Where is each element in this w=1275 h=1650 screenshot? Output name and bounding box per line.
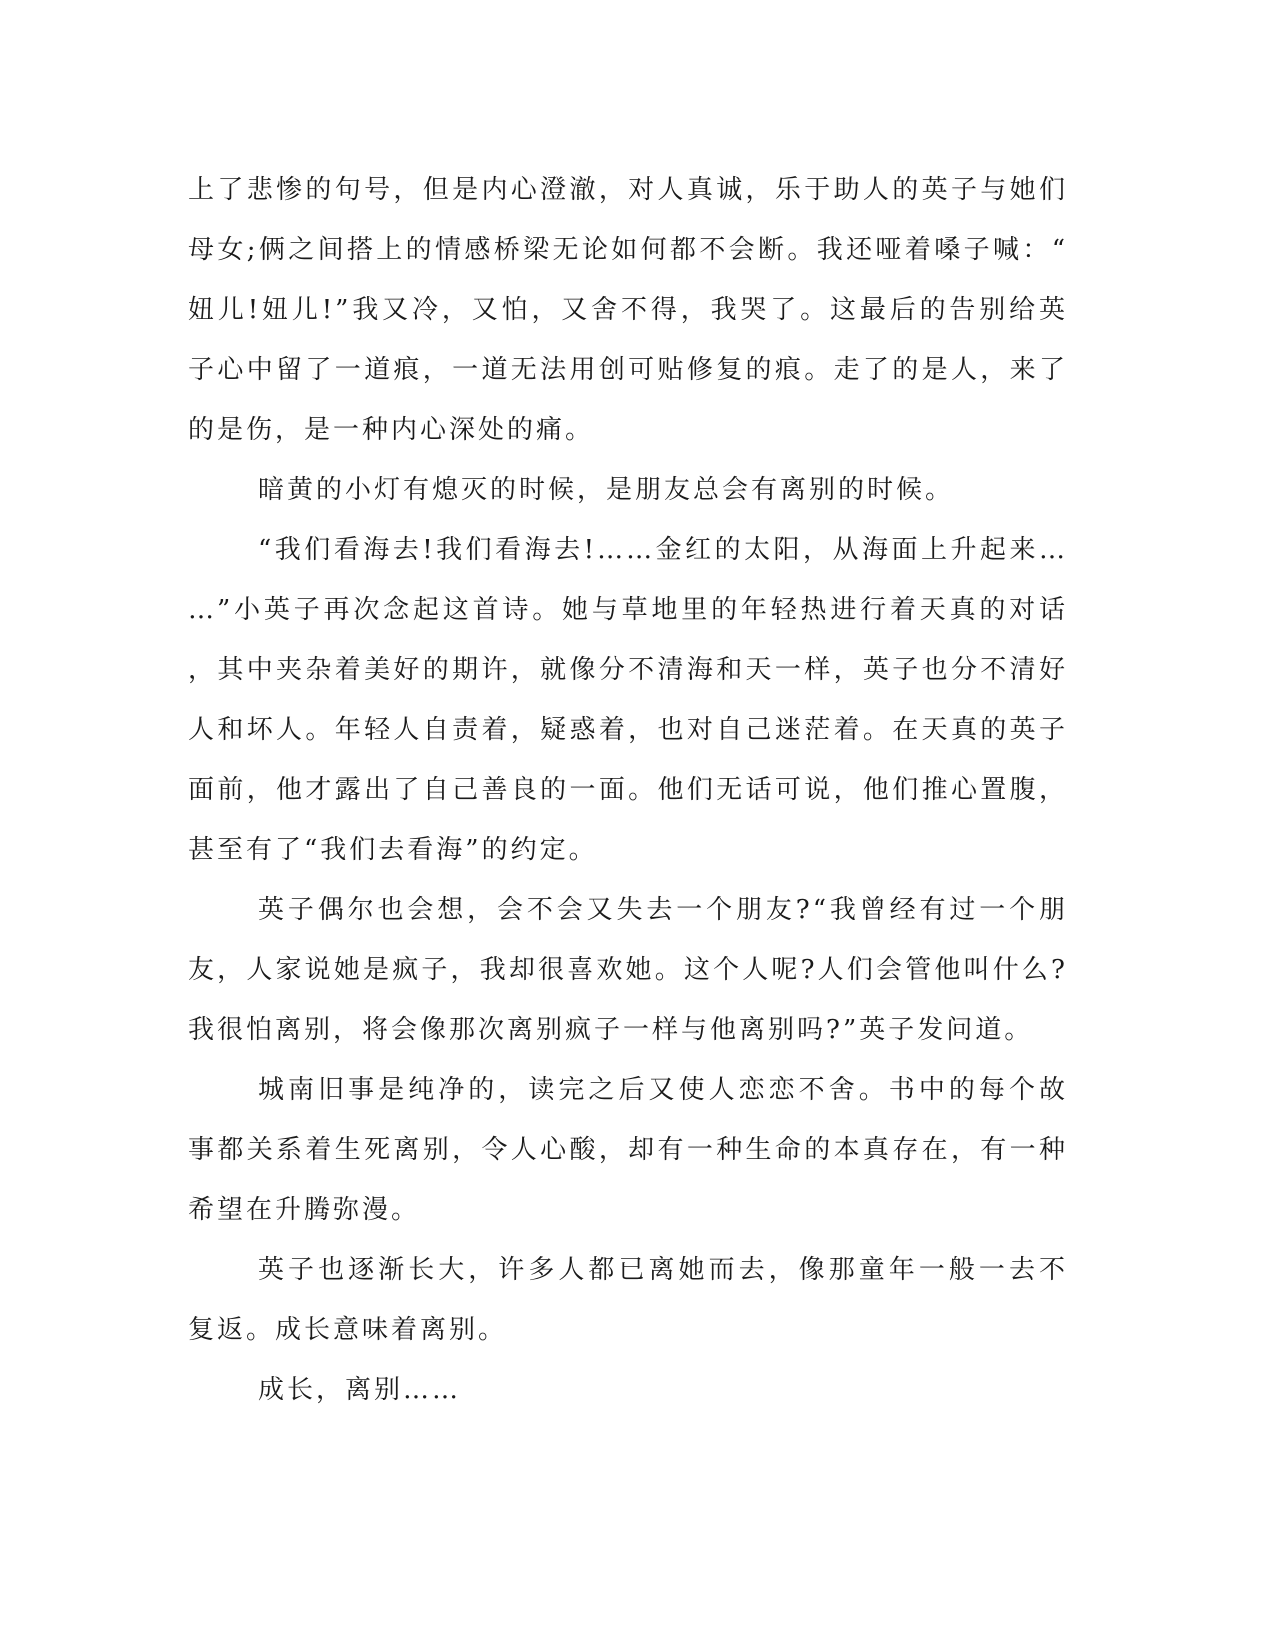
document-body — [188, 160, 1068, 1420]
paragraph-4: 英子偶尔也会想，会不会又失去一个朋友?“我曾经有过一个朋友，人家说她是疯子，我却很喜欢她。这个人呢?人们会管他叫什么?我很怕离别，将会像那次离别疯子一样与他离别吗?”英子发问道。 — [188, 895, 1068, 1045]
paragraph-1: 上了悲惨的句号，但是内心澄澈，对人真诚，乐于助人的英子与她们母女;俩之间搭上的情感桥梁无论如何都不会断。我还哑着嗓子喊：“妞儿!妞儿!”我又冷，又怕，又舍不得，我哭了。这最后的告别给英子心中留了一道痕，一道无法用创可贴修复的痕。走了的是人，来了的是伤，是一种内心深处的痛。 — [188, 175, 1068, 445]
paragraph-2: 暗黄的小灯有熄灭的时候，是朋友总会有离别的时候。 — [258, 475, 955, 505]
paragraph-7: 成长，离别…… — [258, 1375, 462, 1405]
paragraph-6: 英子也逐渐长大，许多人都已离她而去，像那童年一般一去不复返。成长意味着离别。 — [188, 1255, 1068, 1345]
paragraph-3: “我们看海去!我们看海去!……金红的太阳，从海面上升起来……”小英子再次念起这首诗。她与草地里的年轻热进行着天真的对话，其中夹杂着美好的期许，就像分不清海和天一样，英子也分不清好人和坏人。年轻人自责着，疑惑着，也对自己迷茫着。在天真的英子面前，他才露出了自己善良的一面。他们无话可说，他们推心置腹，甚至有了“我们去看海”的约定。 — [188, 535, 1068, 865]
paragraph-5: 城南旧事是纯净的，读完之后又使人恋恋不舍。书中的每个故事都关系着生死离别，令人心酸，却有一种生命的本真存在，有一种希望在升腾弥漫。 — [188, 1075, 1068, 1225]
